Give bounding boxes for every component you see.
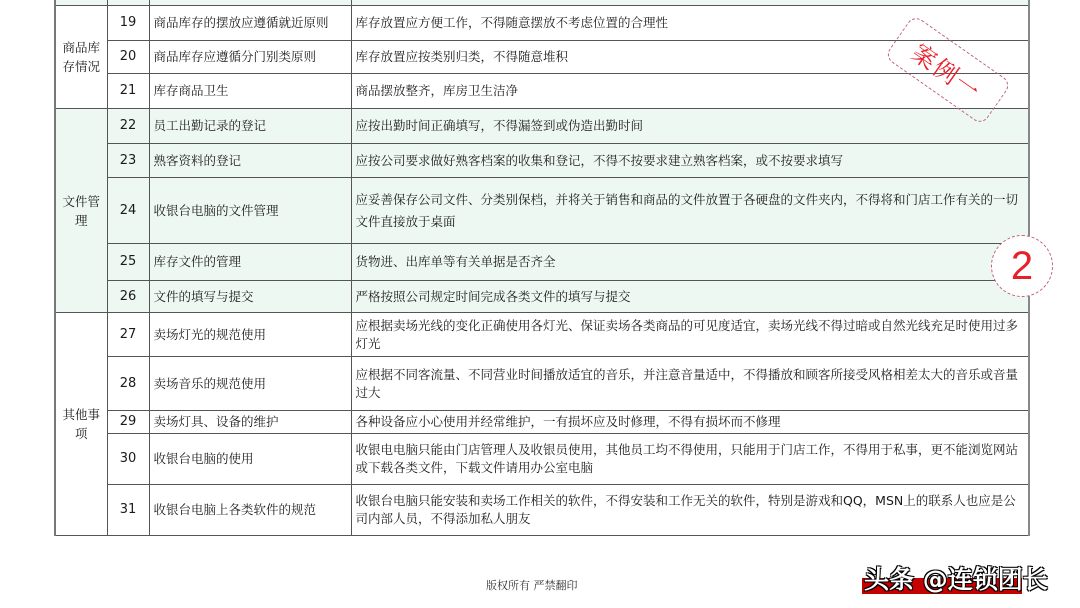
item-name: 卖场灯具、设备的维护 [149,411,351,434]
row-number: 29 [107,411,149,434]
table-row [55,41,1029,74]
row-number: 22 [107,109,149,144]
item-name: 收银台电脑上各类软件的规范 [149,485,351,536]
case-stamp-label: 案例一 [906,38,987,106]
table-row [55,144,1029,178]
category-label-line: 商品库 [62,40,100,55]
category-label-line: 项 [74,426,88,441]
watermark-text: 头条 @连锁团长 [864,565,1048,594]
table-row [55,109,1029,144]
item-standard: 收银台电脑只能安装和卖场工作相关的软件，不得安装和工作无关的软件，特别是游戏和QQ，MSN上的联系人也应是公司内部人员，不得添加私人朋友 [351,485,1029,536]
row-number: 24 [107,178,149,244]
row-number: 19 [107,6,149,41]
row-number: 26 [107,281,149,313]
badge-number: 2 [1010,243,1034,288]
item-name: 文件的填写与提交 [149,281,351,313]
item-name: 库存文件的管理 [149,244,351,281]
item-name: 卖场灯光的规范使用 [149,313,351,357]
category-cell [55,313,107,536]
copyright-footer: 版权所有 严禁翻印 [486,579,578,592]
row-number: 31 [107,485,149,536]
item-standard: 严格按照公司规定时间完成各类文件的填写与提交 [351,281,1029,313]
item-name: 商品库存的摆放应遵循就近原则 [149,6,351,41]
category-cell [55,109,107,313]
table-row [55,74,1029,109]
row-number: 20 [107,41,149,74]
category-label-line: 存情况 [62,59,100,74]
item-name: 卖场音乐的规范使用 [149,357,351,411]
row-number: 21 [107,74,149,109]
item-standard: 库存放置应按类别归类，不得随意堆积 [351,41,1029,74]
table-row [55,6,1029,41]
row-number: 27 [107,313,149,357]
item-standard: 库存放置应方便工作，不得随意摆放不考虑位置的合理性 [351,6,1029,41]
category-label-line: 其他事 [62,407,100,422]
item-standard: 应按公司要求做好熟客档案的收集和登记，不得不按要求建立熟客档案，或不按要求填写 [351,144,1029,178]
item-name: 收银台电脑的文件管理 [149,178,351,244]
table-row [55,313,1029,357]
table-row [55,244,1029,281]
item-standard: 商品摆放整齐，库房卫生洁净 [351,74,1029,109]
item-standard: 应妥善保存公司文件、分类别保档，并将关于销售和商品的文件放置于各硬盘的文件夹内，不得将和门店工作有关的一切文件直接放于桌面 [351,178,1029,244]
item-name: 员工出勤记录的登记 [149,109,351,144]
row-number: 25 [107,244,149,281]
regulation-table [54,0,1030,536]
item-standard: 收银电电脑只能由门店管理人及收银员使用，其他员工均不得使用，只能用于门店工作，不得用于私事，更不能浏览网站或下载各类文件，下载文件请用办公室电脑 [351,434,1029,485]
item-name: 库存商品卫生 [149,74,351,109]
table-row [55,411,1029,434]
row-number: 30 [107,434,149,485]
row-number: 28 [107,357,149,411]
table-row [55,281,1029,313]
item-standard: 应根据卖场光线的变化正确使用各灯光、保证卖场各类商品的可见度适宜，卖场光线不得过暗或自然光线充足时使用过多灯光 [351,313,1029,357]
category-label-line: 文件管 [62,193,100,209]
item-name: 收银台电脑的使用 [149,434,351,485]
regulation-table-container [54,0,1028,536]
item-standard: 各种设备应小心使用并经常维护，一有损坏应及时修理，不得有损坏而不修理 [351,411,1029,434]
item-standard: 应根据不同客流量、不同营业时间播放适宜的音乐，并注意音量适中，不得播放和顾客所接受风格相差太大的音乐或音量过大 [351,357,1029,411]
category-label-line: 理 [74,212,88,228]
table-row [55,485,1029,536]
item-standard: 应按出勤时间正确填写，不得漏签到或伪造出勤时间 [351,109,1029,144]
row-number: 23 [107,144,149,178]
number-badge-annotation [991,235,1053,297]
category-cell [55,6,107,109]
table-row [55,434,1029,485]
item-standard: 货物进、出库单等有关单据是否齐全 [351,244,1029,281]
item-name: 商品库存应遵循分门别类原则 [149,41,351,74]
item-name: 熟客资料的登记 [149,144,351,178]
source-watermark [862,560,1060,596]
table-row [55,357,1029,411]
table-row [55,178,1029,244]
